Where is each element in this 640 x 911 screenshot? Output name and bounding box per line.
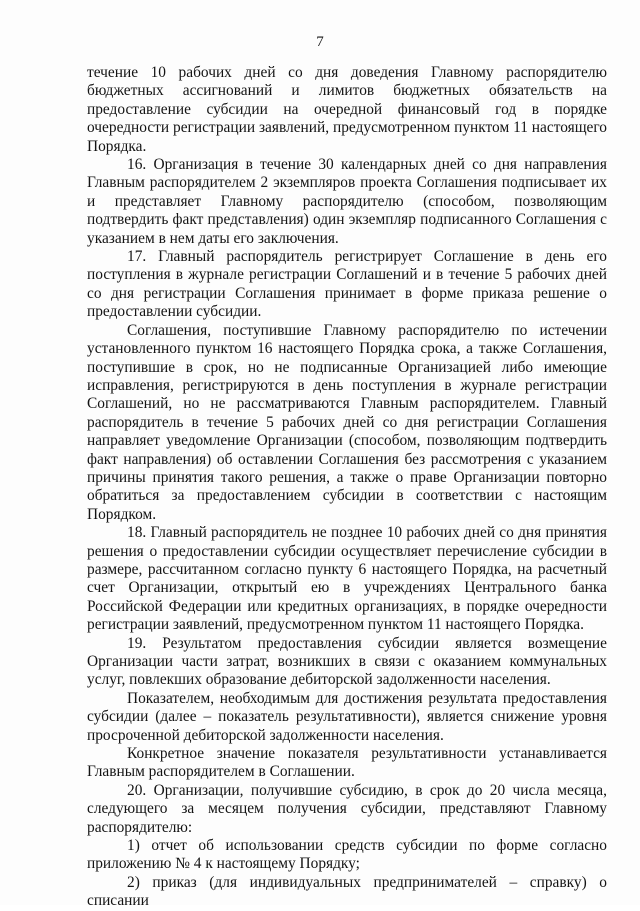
paragraph-16: 16. Организация в течение 30 календарных дней со дня направления Главным распорядителем 2 экземпляров проекта Соглашения подписывает их и представляет Главному распорядителю (способом, позволяющим подтвердить факт представления) один экземпляр подписанного Соглашения с указанием в нем даты его заключения. — [87, 156, 607, 247]
paragraph-19: 19. Результатом предоставления субсидии является возмещение Организации части затрат, возникших в связи с оказанием коммунальных услуг, повлекших образование дебиторской задолженности населения. — [87, 634, 607, 689]
page-number: 7 — [316, 34, 324, 50]
paragraph-17: 17. Главный распорядитель регистрирует Соглашение в день его поступления в журнале регистрации Соглашений и в течение 5 рабочих дней со дня регистрации Соглашения принимает в форме приказа решение о предоставлении субсидии. — [87, 248, 607, 321]
paragraph-18: 18. Главный распорядитель не позднее 10 рабочих дней со дня принятия решения о предоставлении субсидии осуществляет перечисление субсидии в размере, рассчитанном согласно пункту 6 настоящего Порядка, на расчетный счет Организации, открытый ею в учреждениях Центрального банка Российской Федерации или кредитных организациях, в порядке очередности регистрации заявлений, предусмотренном пунктом 11 настоящего Порядка. — [87, 524, 607, 634]
paragraph-20-item-1: 1) отчет об использовании средств субсидии по форме согласно приложению № 4 к настоящему Порядку; — [87, 837, 607, 873]
paragraph-19-indicator: Показателем, необходимым для достижения результата предоставления субсидии (далее – показатель результативности), является снижение уровня просроченной дебиторской задолженности населения. — [87, 689, 607, 744]
paragraph-20-item-2: 2) приказ (для индивидуальных предпринимателей – справку) о списании — [87, 873, 607, 910]
paragraph-continuation: течение 10 рабочих дней со дня доведения Главному распорядителю бюджетных ассигнований и лимитов бюджетных обязательств на предоставление субсидии на очередной финансовый год в порядке очередности регистрации заявлений, предусмотренном пунктом 11 настоящего Порядка. — [87, 64, 607, 155]
paragraph-20: 20. Организации, получившие субсидию, в срок до 20 числа месяца, следующего за месяцем получения субсидии, представляют Главному распорядителю: — [87, 781, 607, 836]
paragraph-17-agreements: Соглашения, поступившие Главному распорядителю по истечении установленного пунктом 16 настоящего Порядка срока, а также Соглашения, поступившие в срок, но не подписанные Организацией либо имеющие исправления, регистрируются в день поступления в журнале регистрации Соглашений, но не рассматриваются Главным распорядителем. Главный распорядитель в течение 5 рабочих дней со дня регистрации Соглашения направляет уведомление Организации (способом, позволяющим подтвердить факт направления) об оставлении Соглашения без рассмотрения с указанием причины принятия такого решения, а также о праве Организации повторно обратиться за предоставлением субсидии в соответствии с настоящим Порядком. — [87, 321, 607, 523]
document-body — [87, 64, 607, 911]
paragraph-19-value: Конкретное значение показателя результативности устанавливается Главным распорядителем в Соглашении. — [87, 745, 607, 781]
